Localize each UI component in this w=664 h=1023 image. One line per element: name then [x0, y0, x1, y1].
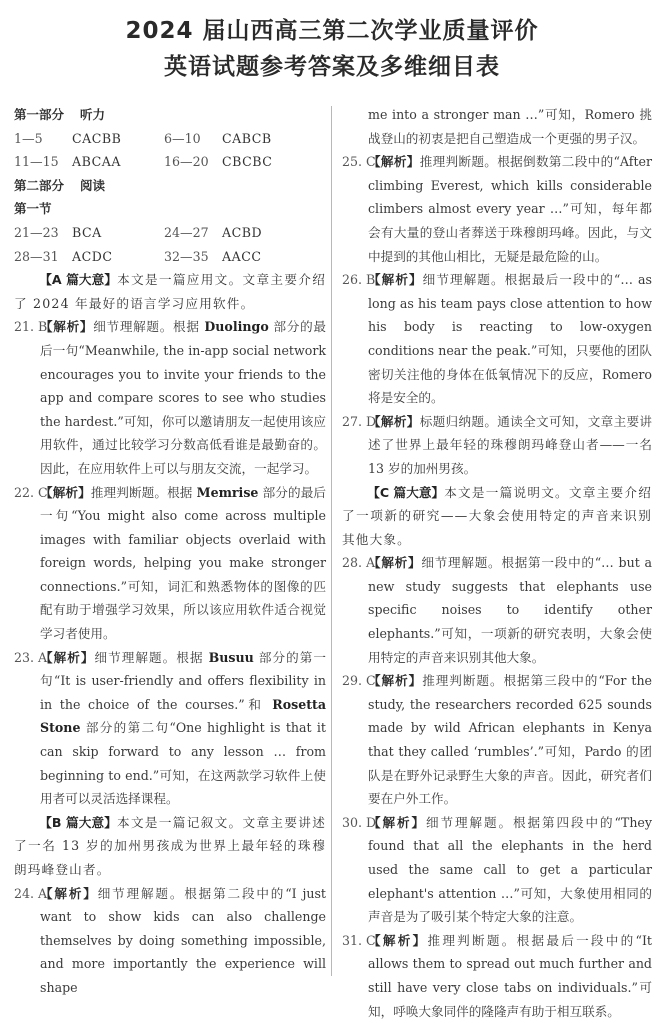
keyword: Busuu — [208, 649, 254, 665]
item-number: 28. A — [342, 555, 376, 571]
column-divider — [331, 106, 332, 976]
item-number: 24. A — [14, 885, 48, 901]
answer-value: ACDC — [72, 248, 113, 264]
answer-explanation-27: 27. D 【解析】标题归纳题。通读全文可知，文章主要讲述了世界上最年轻的珠穆朗玛峰登山者——一名 13 岁的加州男孩。 — [342, 410, 652, 481]
answer-range: 16—20 — [164, 154, 209, 170]
item-number: 27. D — [342, 413, 377, 429]
passage-a-gist: 【A 篇大意】本文是一篇应用文。文章主要介绍了 2024 年最好的语言学习应用软件。 — [14, 272, 327, 311]
part1-heading: 第一部分 听力 — [14, 107, 106, 122]
answer-range: 6—10 — [164, 130, 201, 146]
item-number: 21. B — [14, 319, 48, 335]
item-number: 29. C — [342, 673, 376, 689]
answer-value: CBCBC — [222, 154, 273, 170]
answer-explanation-30: 30. D 【解析】细节理解题。根据第四段中的“They found that all the elephants in the herd used the same call to get a particular elephant's attention …”可知，大象使用相同的声音是为了吸引某个特定大象的注意。 — [342, 811, 652, 929]
answer-explanation-28: 28. A 【解析】细节理解题。根据第一段中的“… but a new study suggests that elephants use specific noises to identify other elephants.”可知，一项新的研究表明，大象会使用特定的声音来识别其他大象。 — [342, 551, 652, 669]
answer-row — [14, 221, 326, 245]
answer-explanation-22: 22. C 【解析】推理判断题。根据 Memrise 部分的最后一句“You might also come across multiple images with familiar objects overlaid with foreign words, helping you make stronger connections.”可知，词汇和熟悉物体的图像的匹配有助于增强学习效果，所以该应用软件适合视觉学习者使用。 — [14, 481, 326, 646]
answer-row — [14, 245, 326, 269]
answer-range: 28—31 — [14, 248, 59, 264]
item-number: 23. A — [14, 649, 48, 665]
answer-value: AACC — [222, 248, 262, 264]
answer-explanation-24: 24. A 【解析】细节理解题。根据第二段中的“I just want to show kids can also challenge themselves by doing something impossible, and more importantly the experience will shape — [14, 882, 326, 1000]
answer-row — [14, 150, 326, 174]
item-number: 22. C — [14, 484, 48, 500]
answer-explanation-21: 21. B 【解析】细节理解题。根据 Duolingo 部分的最后一句“Meanwhile, the in-app social network encourages you to invite your friends to the app and compare scores to see who studies the hardest.”可知，你可以邀请朋友一起使用该应用软件，通过比较学习分数高低看谁是最勤奋的。因此，在应用软件上可以与朋友交流，一起学习。 — [14, 315, 326, 480]
item-number: 26. B — [342, 272, 376, 288]
keyword: Memrise — [196, 484, 259, 500]
answer-range: 1—5 — [14, 130, 43, 146]
left-column — [14, 103, 326, 1000]
answer-range: 24—27 — [164, 224, 209, 240]
answer-value: BCA — [72, 224, 102, 240]
right-column — [342, 103, 652, 1023]
answer-explanation-23: 23. A 【解析】细节理解题。根据 Busuu 部分的第一句“It is user-friendly and offers flexibility in in the choice of the courses.”和 Rosetta Stone 部分的第二句“One highlight is that it can skip forward to any lesson … from beginning to end.”可知，在这两款学习软件上使用者可以灵活选择课程。 — [14, 646, 326, 811]
answer-explanation-31: 31. C 【解析】推理判断题。根据最后一段中的“It allows them to spread out much further and still have very close tabs on individuals.”可知，呼唤大象同伴的隆隆声有助于相互联系。 — [342, 929, 652, 1023]
answer-value: ABCAA — [72, 154, 121, 170]
passage-b-gist: 【B 篇大意】本文是一篇记叙文。文章主要讲述了一名 13 岁的加州男孩成为世界上最年轻的珠穆朗玛峰登山者。 — [14, 814, 327, 877]
answer-range: 11—15 — [14, 154, 59, 170]
answer-value: ACBD — [222, 224, 263, 240]
item-number: 25. C — [342, 154, 376, 170]
page-subtitle: 英语试题参考答案及多维细目表 — [164, 54, 500, 80]
answer-range: 32—35 — [164, 248, 209, 264]
answer-explanation-29: 29. C 【解析】推理判断题。根据第三段中的“For the study, the researchers recorded 625 sounds made by wild African elephants in Kenya that they called ‘rumbles’.”可知，Pardo 的团队是在野外记录野生大象的声音。因此，研究者们要在户外工作。 — [342, 669, 652, 811]
section1-heading: 第一节 — [14, 201, 52, 217]
answer-explanation-24-continued: me into a stronger man …”可知，Romero 挑战登山的初衷是把自己塑造成一个更强的男子汉。 — [368, 107, 652, 146]
answer-row — [14, 127, 326, 151]
answer-value: CABCB — [222, 130, 272, 146]
answer-explanation-25: 25. C 【解析】推理判断题。根据倒数第二段中的“After climbing Everest, which kills considerable climbers almost every year …”可知，每年都会有大量的登山者葬送于珠穆朗玛峰。因此，与文中提到的其他山相比，无疑是最危险的山。 — [342, 150, 652, 268]
item-number: 31. C — [342, 932, 376, 948]
answer-value: CACBB — [72, 130, 122, 146]
item-number: 30. D — [342, 814, 377, 830]
part2-heading: 第二部分 阅读 — [14, 177, 106, 193]
passage-c-gist: 【C 篇大意】本文是一篇说明文。文章主要介绍了一项新的研究——大象会使用特定的声音来识别其他大象。 — [342, 484, 653, 547]
page-title: 2024 届山西高三第二次学业质量评价 — [125, 18, 539, 44]
keyword: Rosetta Stone — [40, 696, 326, 736]
answer-range: 21—23 — [14, 224, 59, 240]
answer-explanation-26: 26. B 【解析】细节理解题。根据最后一段中的“… as long as his team pays close attention to how his body is reacting to low-oxygen conditions near the peak.”可知，只要他的团队密切关注他的身体在低氧情况下的反应，Romero 将是安全的。 — [342, 268, 652, 410]
keyword: Duolingo — [204, 319, 269, 335]
